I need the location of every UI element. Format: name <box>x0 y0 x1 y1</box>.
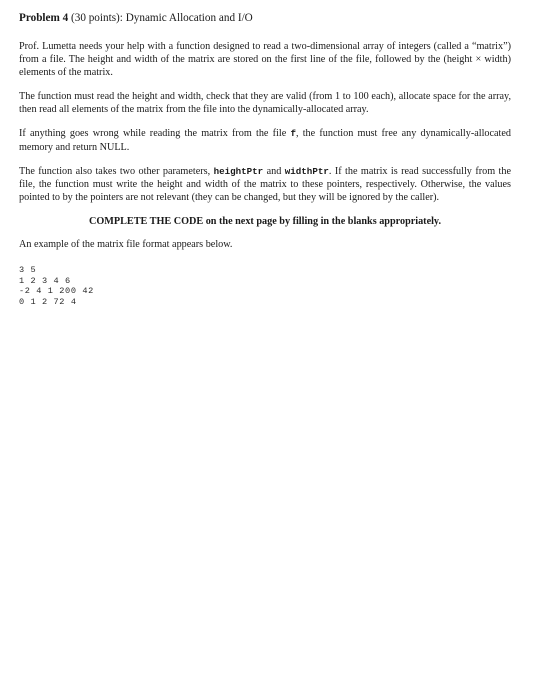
paragraph-error-handling <box>19 127 511 153</box>
problem-number: Problem 4 <box>19 12 69 24</box>
matrix-line: 0 1 2 72 4 <box>19 296 77 307</box>
params-text-middle: and <box>263 165 285 177</box>
matrix-line: 1 2 3 4 6 <box>19 275 71 286</box>
matrix-line: 3 5 <box>19 264 37 275</box>
problem-page <box>19 11 511 307</box>
width-ptr-code: widthPtr <box>284 165 329 177</box>
paragraph-requirements: The function must read the height and width, check that they are valid (from 1 to 100 each), allocate space for the array, then read all elements of the matrix from the file into the dynamically-allocated array. <box>19 91 511 116</box>
complete-code-rest: on the next page by filling in the blanks appropriately. <box>203 215 441 227</box>
problem-heading <box>19 11 511 26</box>
params-text-after: . If the matrix is read successfully from the file, the function must write the height and width of the matrix to these pointers, respectively. Otherwise, the values pointed to by the pointers are not relevant (they can be changed, but they will be ignored by the caller). <box>19 165 511 203</box>
problem-points-title: (30 points): Dynamic Allocation and I/O <box>71 12 253 24</box>
error-text-after: , the function must free any dynamically-allocated memory and return NULL. <box>19 128 512 153</box>
height-ptr-code: heightPtr <box>213 165 264 177</box>
paragraph-intro: Prof. Lumetta needs your help with a function designed to read a two-dimensional array of integers (called a “matrix”) from a file. The height and width of the matrix are stored on the first line of the file, followed by the (height × width) elements of the matrix. <box>19 41 511 79</box>
complete-code-bold: COMPLETE THE CODE <box>88 215 204 227</box>
matrix-example <box>19 265 511 307</box>
params-text-before: The function also takes two other parameters, <box>19 165 214 177</box>
complete-code-instruction <box>19 215 511 228</box>
error-text-before: If anything goes wrong while reading the matrix from the file <box>19 128 291 140</box>
file-param-code: f <box>290 128 296 140</box>
paragraph-parameters <box>19 165 511 204</box>
matrix-line: -2 4 1 200 42 <box>19 286 94 297</box>
example-label: An example of the matrix file format appears below. <box>19 238 233 250</box>
